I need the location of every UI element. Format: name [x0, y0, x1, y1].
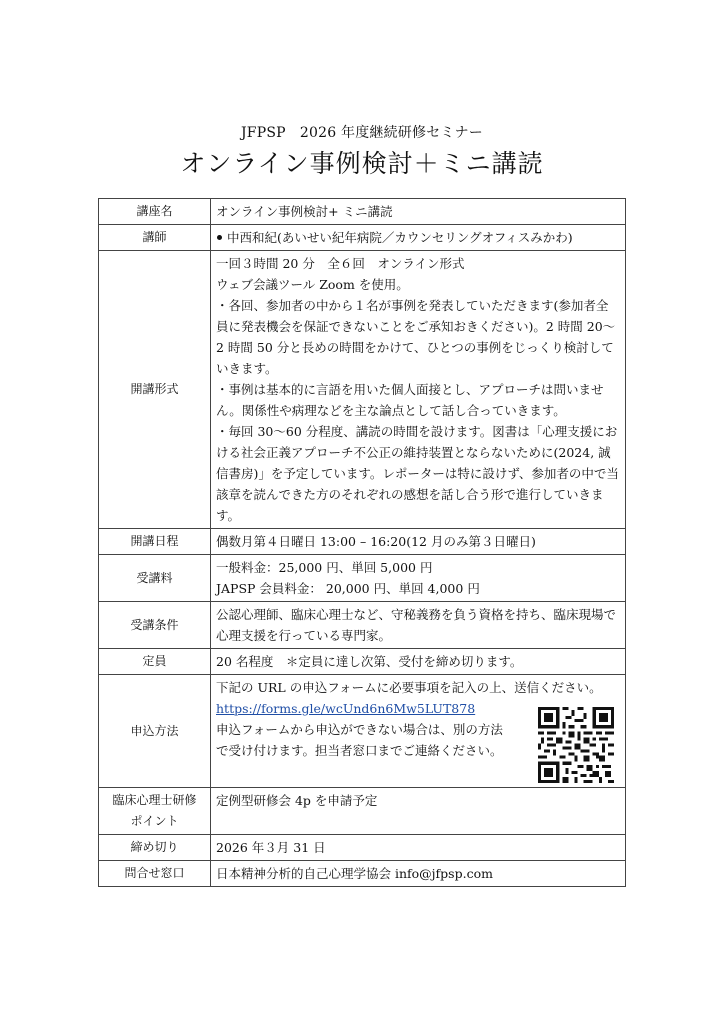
label-requirements: 受講条件 — [99, 602, 211, 649]
value-points: 定例型研修会 4p を申請予定 — [211, 788, 626, 835]
table-row-lecturer — [99, 225, 626, 251]
value-course-name: オンライン事例検討+ ミニ講読 — [211, 199, 626, 225]
value-contact: 日本精神分析的自己心理学協会 info@jfpsp.com — [211, 861, 626, 887]
label-format: 開講形式 — [99, 251, 211, 529]
seminar-info-table — [98, 198, 626, 887]
value-requirements: 公認心理師、臨床心理士など、守秘義務を負う資格を持ち、臨床現場で心理支援を行っている専門家。 — [211, 602, 626, 649]
seminar-subtitle: JFPSP 2026 年度継続研修セミナー — [240, 125, 484, 141]
value-deadline: 2026 年３月 31 日 — [211, 835, 626, 861]
format-line: ・事例は基本的に言語を用いた個人面接とし、アプローチは問いません。関係性や病理などを主な論点として話し合っていきます。 — [216, 382, 604, 418]
format-line: ウェブ会議ツール Zoom を使用。 — [216, 277, 409, 292]
value-fee — [211, 555, 626, 602]
lecturer-text: 中西和紀(あいせい紀年病院／カウンセリングオフィスみかわ) — [227, 230, 573, 245]
table-row-points — [99, 788, 626, 835]
format-line: 一回３時間 20 分 全６回 オンライン形式 — [216, 256, 465, 271]
points-label-line: ポイント — [130, 814, 179, 828]
table-row-application — [99, 675, 626, 788]
application-form-link[interactable]: https://forms.gle/wcUnd6n6Mw5LUT878 — [216, 701, 476, 716]
page-title: オンライン事例検討＋ミニ講読 — [180, 149, 544, 178]
fee-line: JAPSP 会員料金： 20,000 円、単回 4,000 円 — [216, 581, 480, 596]
table-row-capacity — [99, 649, 626, 675]
format-line: ・毎回 30～60 分程度、講読の時間を設けます。図書は「心理支援における社会正義アプローチ不公正の維持装置とならないために(2024, 誠信書房)」を予定しています。レポーターは特に設けず、参加者の中で当該章を読んできた方のそれぞれの感想を話し合う形で進行していきます。 — [216, 424, 619, 523]
label-schedule: 開講日程 — [99, 529, 211, 555]
table-row-format — [99, 251, 626, 529]
label-application: 申込方法 — [99, 675, 211, 788]
label-deadline: 締め切り — [99, 835, 211, 861]
application-line: 下記の URL の申込フォームに必要事項を記入の上、送信ください。 — [216, 680, 602, 695]
application-line: 申込フォームから申込ができない場合は、別の方法 — [216, 722, 503, 737]
table-row-contact — [99, 861, 626, 887]
value-lecturer — [211, 225, 626, 251]
table-row-requirements — [99, 602, 626, 649]
table-row-course-name — [99, 199, 626, 225]
value-application — [211, 675, 626, 788]
label-course-name: 講座名 — [99, 199, 211, 225]
value-schedule: 偶数月第４日曜日 13:00 – 16:20(12 月のみ第３日曜日) — [211, 529, 626, 555]
label-contact: 問合せ窓口 — [99, 861, 211, 887]
points-label-line: 臨床心理士研修 — [112, 793, 197, 807]
table-row-deadline — [99, 835, 626, 861]
label-fee: 受講料 — [99, 555, 211, 602]
value-capacity: 20 名程度 ＊定員に達し次第、受付を締め切ります。 — [211, 649, 626, 675]
label-points — [99, 788, 211, 835]
label-capacity: 定員 — [99, 649, 211, 675]
fee-line: 一般料金：25,000 円、単回 5,000 円 — [216, 560, 433, 575]
application-line: で受け付けます。担当者窓口までご連絡ください。 — [216, 743, 503, 758]
value-format — [211, 251, 626, 529]
label-lecturer: 講師 — [99, 225, 211, 251]
bullet-icon — [217, 235, 222, 240]
table-row-fee — [99, 555, 626, 602]
table-row-schedule — [99, 529, 626, 555]
qr-code-icon[interactable] — [538, 707, 614, 783]
format-line: ・各回、参加者の中から１名が事例を発表していただきます(参加者全員に発表機会を保証できないことをご承知おきください)。2 時間 20～2 時間 50 分と長めの時間をかけて、ひとつの事例をじっくり検討していきます。 — [216, 298, 616, 376]
